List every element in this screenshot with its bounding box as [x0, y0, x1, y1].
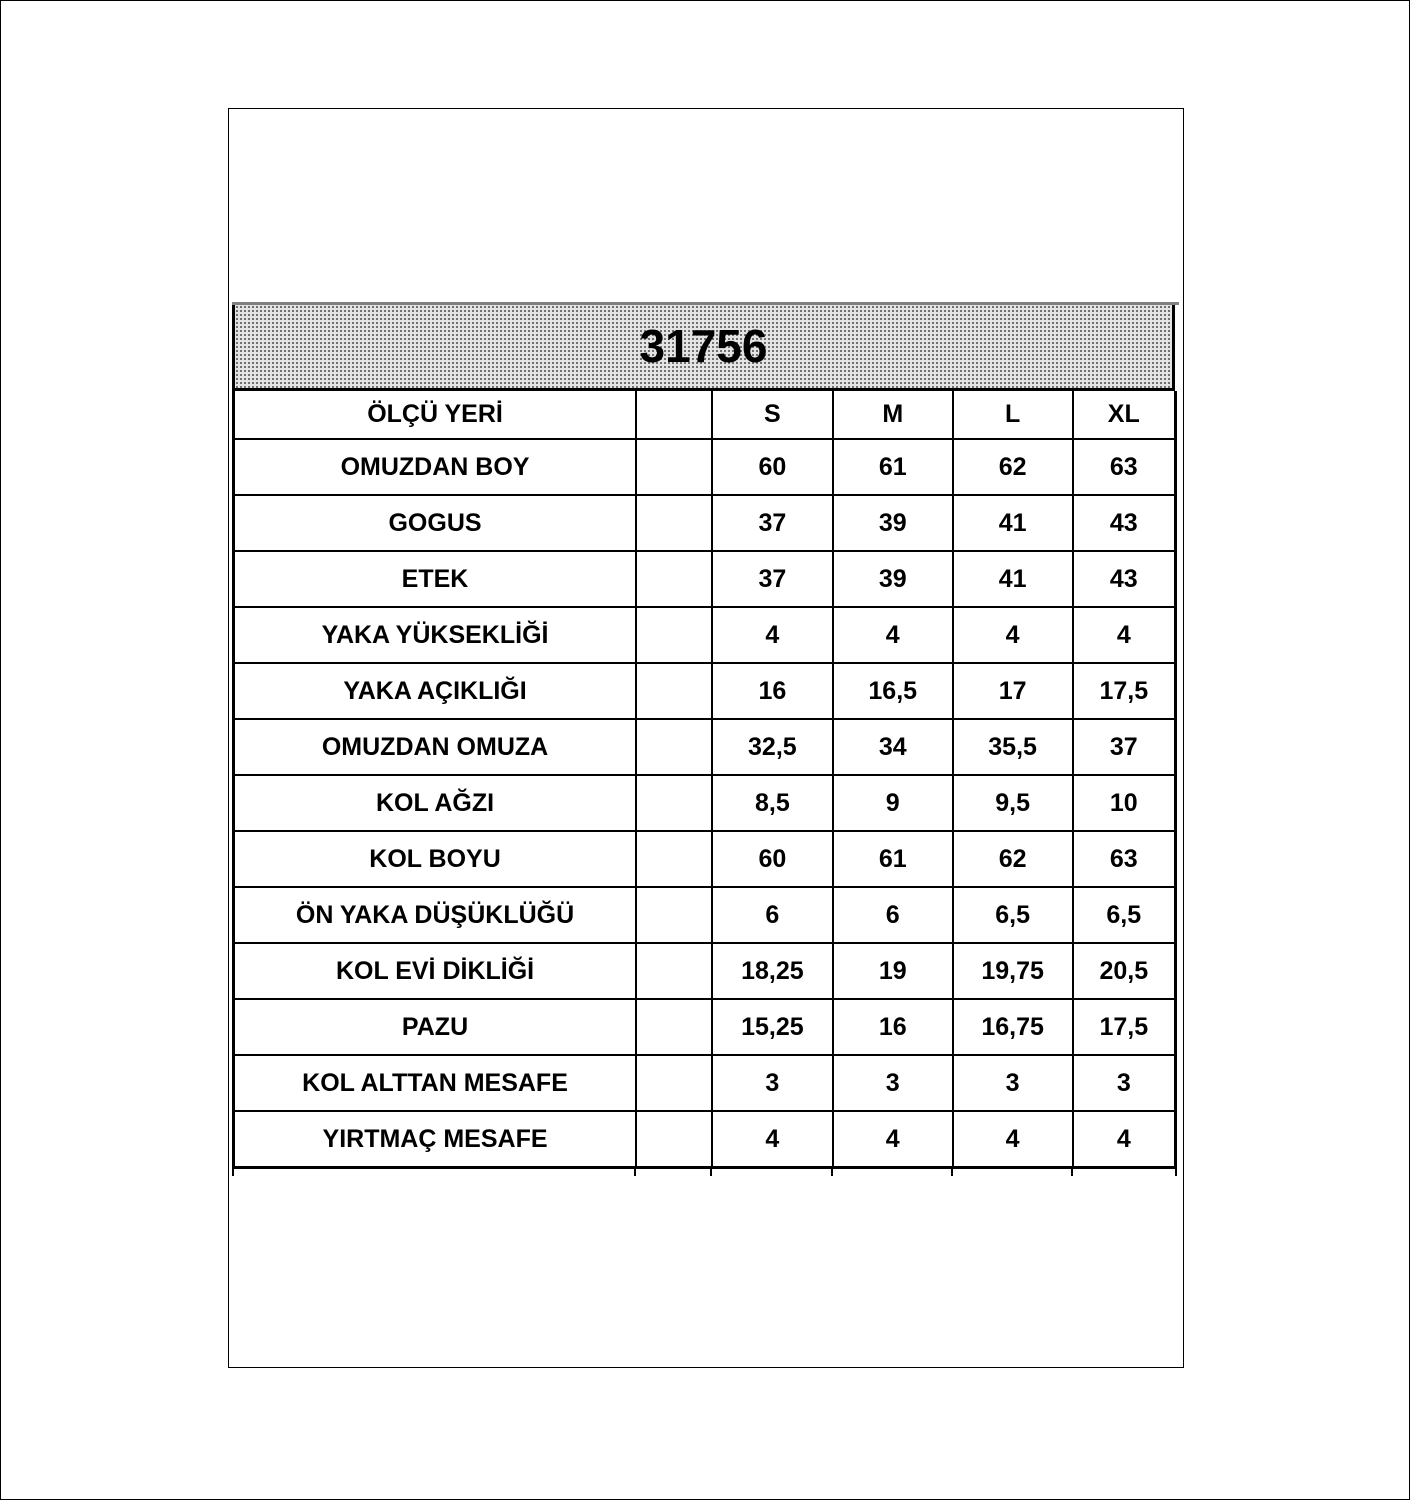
- blank-cell: [636, 887, 712, 943]
- value-size-m: 34: [833, 719, 953, 775]
- value-size-xl: 3: [1073, 1055, 1176, 1111]
- tick: [1175, 1168, 1177, 1176]
- value-size-s: 4: [712, 607, 833, 663]
- header-blank-cell: [636, 391, 712, 439]
- table-row: [234, 1055, 1176, 1111]
- table-row: [234, 775, 1176, 831]
- value-size-l: 41: [953, 551, 1073, 607]
- value-size-l: 6,5: [953, 887, 1073, 943]
- table-row: [234, 495, 1176, 551]
- value-size-xl: 17,5: [1073, 999, 1176, 1055]
- blank-cell: [636, 775, 712, 831]
- value-size-xl: 6,5: [1073, 887, 1176, 943]
- table-row: [234, 887, 1176, 943]
- tick: [951, 1168, 953, 1176]
- measure-label: ETEK: [234, 551, 637, 607]
- value-size-l: 4: [953, 1111, 1073, 1168]
- value-size-xl: 37: [1073, 719, 1176, 775]
- value-size-m: 61: [833, 439, 953, 495]
- blank-cell: [636, 719, 712, 775]
- tick: [831, 1168, 833, 1176]
- measure-label: OMUZDAN BOY: [234, 439, 637, 495]
- value-size-m: 16,5: [833, 663, 953, 719]
- tick: [710, 1168, 712, 1176]
- blank-cell: [636, 1111, 712, 1168]
- value-size-m: 4: [833, 1111, 953, 1168]
- table-row: [234, 719, 1176, 775]
- value-size-xl: 10: [1073, 775, 1176, 831]
- value-size-m: 16: [833, 999, 953, 1055]
- value-size-s: 60: [712, 439, 833, 495]
- measure-label: KOL ALTTAN MESAFE: [234, 1055, 637, 1111]
- table-row: [234, 999, 1176, 1055]
- value-size-m: 4: [833, 607, 953, 663]
- value-size-m: 9: [833, 775, 953, 831]
- value-size-m: 39: [833, 551, 953, 607]
- header-size-m: M: [833, 391, 953, 439]
- value-size-xl: 20,5: [1073, 943, 1176, 999]
- value-size-xl: 43: [1073, 551, 1176, 607]
- value-size-xl: 17,5: [1073, 663, 1176, 719]
- tick: [634, 1168, 636, 1176]
- blank-cell: [636, 495, 712, 551]
- measure-label: KOL EVİ DİKLİĞİ: [234, 943, 637, 999]
- measure-label: YAKA YÜKSEKLİĞİ: [234, 607, 637, 663]
- value-size-l: 41: [953, 495, 1073, 551]
- value-size-l: 17: [953, 663, 1073, 719]
- value-size-s: 16: [712, 663, 833, 719]
- value-size-l: 4: [953, 607, 1073, 663]
- blank-cell: [636, 1055, 712, 1111]
- measure-label: PAZU: [234, 999, 637, 1055]
- value-size-s: 18,25: [712, 943, 833, 999]
- value-size-m: 6: [833, 887, 953, 943]
- value-size-xl: 63: [1073, 439, 1176, 495]
- value-size-xl: 43: [1073, 495, 1176, 551]
- measure-label: OMUZDAN OMUZA: [234, 719, 637, 775]
- tick: [1071, 1168, 1073, 1176]
- value-size-m: 39: [833, 495, 953, 551]
- header-size-l: L: [953, 391, 1073, 439]
- header-size-xl: XL: [1073, 391, 1176, 439]
- value-size-l: 19,75: [953, 943, 1073, 999]
- table-row: [234, 943, 1176, 999]
- blank-cell: [636, 551, 712, 607]
- product-code: 31756: [639, 320, 768, 372]
- measure-label: KOL BOYU: [234, 831, 637, 887]
- value-size-s: 32,5: [712, 719, 833, 775]
- value-size-m: 61: [833, 831, 953, 887]
- value-size-l: 16,75: [953, 999, 1073, 1055]
- title-banner: [232, 305, 1175, 391]
- tick: [232, 1168, 234, 1176]
- value-size-l: 35,5: [953, 719, 1073, 775]
- blank-cell: [636, 607, 712, 663]
- blank-cell: [636, 943, 712, 999]
- blank-cell: [636, 831, 712, 887]
- value-size-m: 19: [833, 943, 953, 999]
- value-size-xl: 4: [1073, 607, 1176, 663]
- value-size-l: 62: [953, 439, 1073, 495]
- value-size-s: 6: [712, 887, 833, 943]
- value-size-l: 62: [953, 831, 1073, 887]
- measure-label: ÖN YAKA DÜŞÜKLÜĞÜ: [234, 887, 637, 943]
- header-measure-label: ÖLÇÜ YERİ: [234, 391, 637, 439]
- blank-cell: [636, 439, 712, 495]
- value-size-s: 15,25: [712, 999, 833, 1055]
- measure-label: YIRTMAÇ MESAFE: [234, 1111, 637, 1168]
- value-size-s: 4: [712, 1111, 833, 1168]
- table-row: [234, 663, 1176, 719]
- value-size-s: 3: [712, 1055, 833, 1111]
- value-size-m: 3: [833, 1055, 953, 1111]
- size-table: [232, 391, 1177, 1169]
- value-size-s: 37: [712, 551, 833, 607]
- blank-cell: [636, 663, 712, 719]
- value-size-s: 60: [712, 831, 833, 887]
- table-row: [234, 551, 1176, 607]
- blank-cell: [636, 999, 712, 1055]
- value-size-xl: 63: [1073, 831, 1176, 887]
- measure-label: KOL AĞZI: [234, 775, 637, 831]
- table-row: [234, 831, 1176, 887]
- value-size-xl: 4: [1073, 1111, 1176, 1168]
- measure-label: YAKA AÇIKLIĞI: [234, 663, 637, 719]
- value-size-l: 3: [953, 1055, 1073, 1111]
- header-size-s: S: [712, 391, 833, 439]
- table-row: [234, 607, 1176, 663]
- table-row: [234, 1111, 1176, 1168]
- value-size-l: 9,5: [953, 775, 1073, 831]
- value-size-s: 37: [712, 495, 833, 551]
- value-size-s: 8,5: [712, 775, 833, 831]
- header-row: [234, 391, 1176, 439]
- table-row: [234, 439, 1176, 495]
- measure-label: GOGUS: [234, 495, 637, 551]
- table-bottom-ticks: [232, 1168, 1179, 1176]
